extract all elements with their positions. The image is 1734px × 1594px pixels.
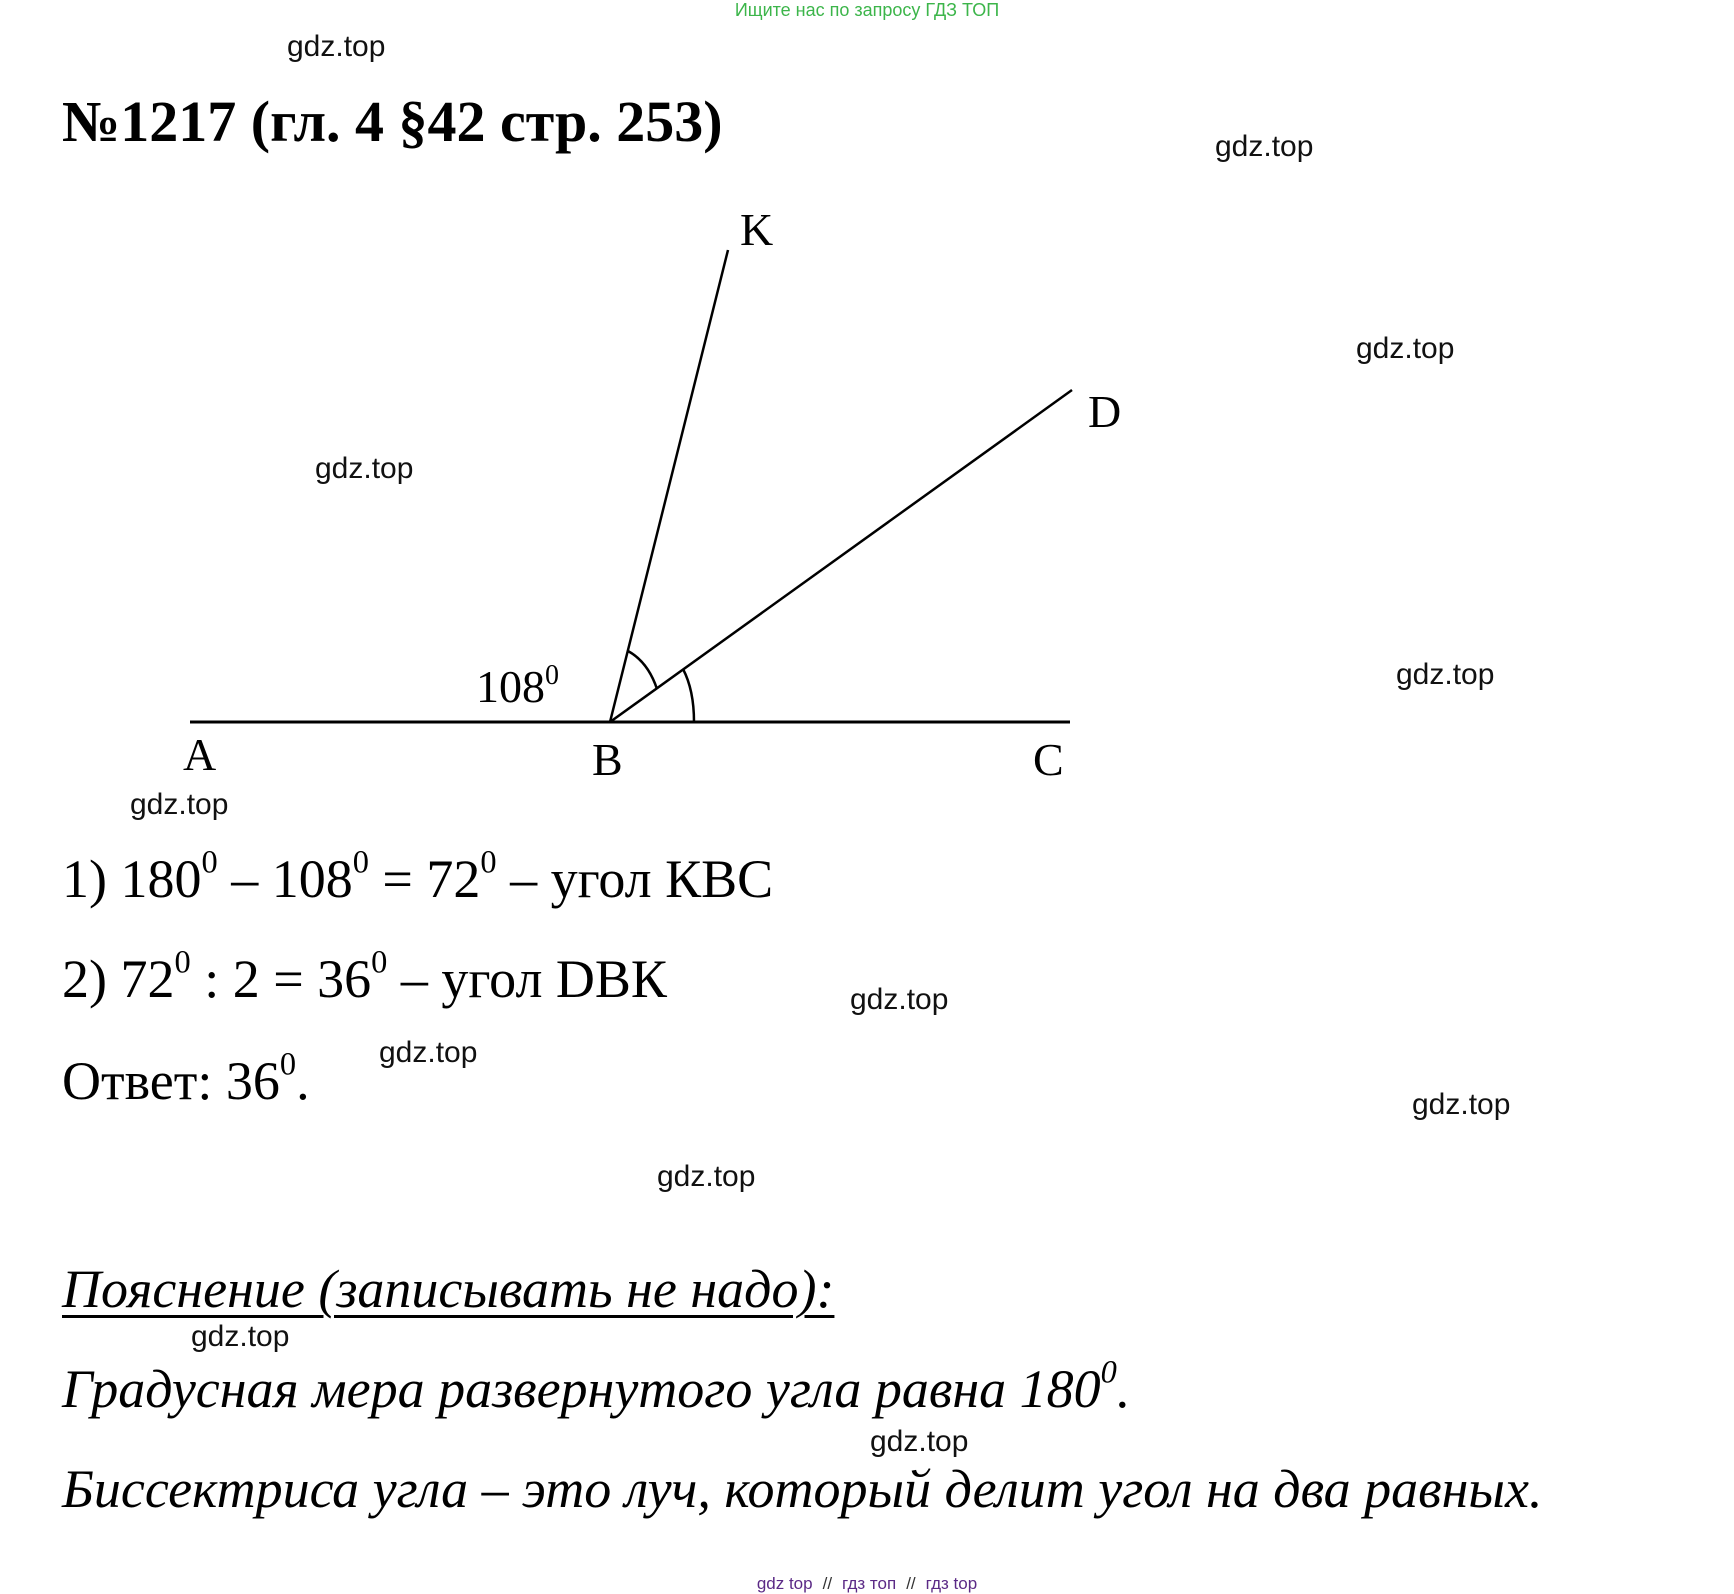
watermark: gdz.top xyxy=(1396,658,1495,691)
watermark: gdz.top xyxy=(191,1320,290,1353)
point-label-d: D xyxy=(1088,386,1122,437)
point-label-c: C xyxy=(1033,734,1064,785)
solution-step-1: 1) $180^0 - 108^0 = 72^0$ – угол КВС xyxy=(62,844,774,909)
watermark: gdz.top xyxy=(130,788,229,821)
explanation-line-1: Градусная мера развернутого угла равна $180^0$. xyxy=(62,1354,1131,1419)
footer-separator: // xyxy=(822,1574,833,1593)
footer-link-1[interactable]: gdz top xyxy=(756,1574,813,1593)
angle-arc-dbc xyxy=(683,669,694,722)
solution-step-2: 2) $72^0$ : $2 = 36^0$ – угол DВК xyxy=(62,944,667,1009)
point-label-k: K xyxy=(740,204,774,255)
watermark: gdz.top xyxy=(850,983,949,1016)
point-label-a: A xyxy=(183,729,217,780)
footer-link-3[interactable]: гдз top xyxy=(925,1574,978,1593)
watermark: gdz.top xyxy=(379,1036,478,1069)
explanation-heading: Пояснение (записывать не надо): xyxy=(62,1259,835,1319)
point-label-b: B xyxy=(592,734,623,785)
watermark: gdz.top xyxy=(1356,332,1455,365)
footer xyxy=(0,1574,1734,1594)
footer-link-2[interactable]: гдз топ xyxy=(842,1574,897,1593)
watermark: gdz.top xyxy=(657,1160,756,1193)
answer: Ответ: $36^0$. xyxy=(62,1046,310,1111)
watermark: gdz.top xyxy=(315,452,414,485)
watermark: gdz.top xyxy=(1412,1088,1511,1121)
footer-separator: // xyxy=(906,1574,916,1593)
angle-arc-kbd xyxy=(628,651,657,689)
top-banner: Ищите нас по запросу ГДЗ ТОП xyxy=(734,0,1000,20)
explanation-line-2: Биссектриса угла – это луч, который делит угол на два равных. xyxy=(62,1459,1543,1519)
watermark: gdz.top xyxy=(287,30,386,63)
problem-title: №1217 (гл. 4 §42 стр. 253) xyxy=(62,89,723,154)
watermark: gdz.top xyxy=(1215,130,1314,163)
angle-label-108: $108^0$ xyxy=(476,660,559,712)
watermark: gdz.top xyxy=(870,1425,969,1458)
